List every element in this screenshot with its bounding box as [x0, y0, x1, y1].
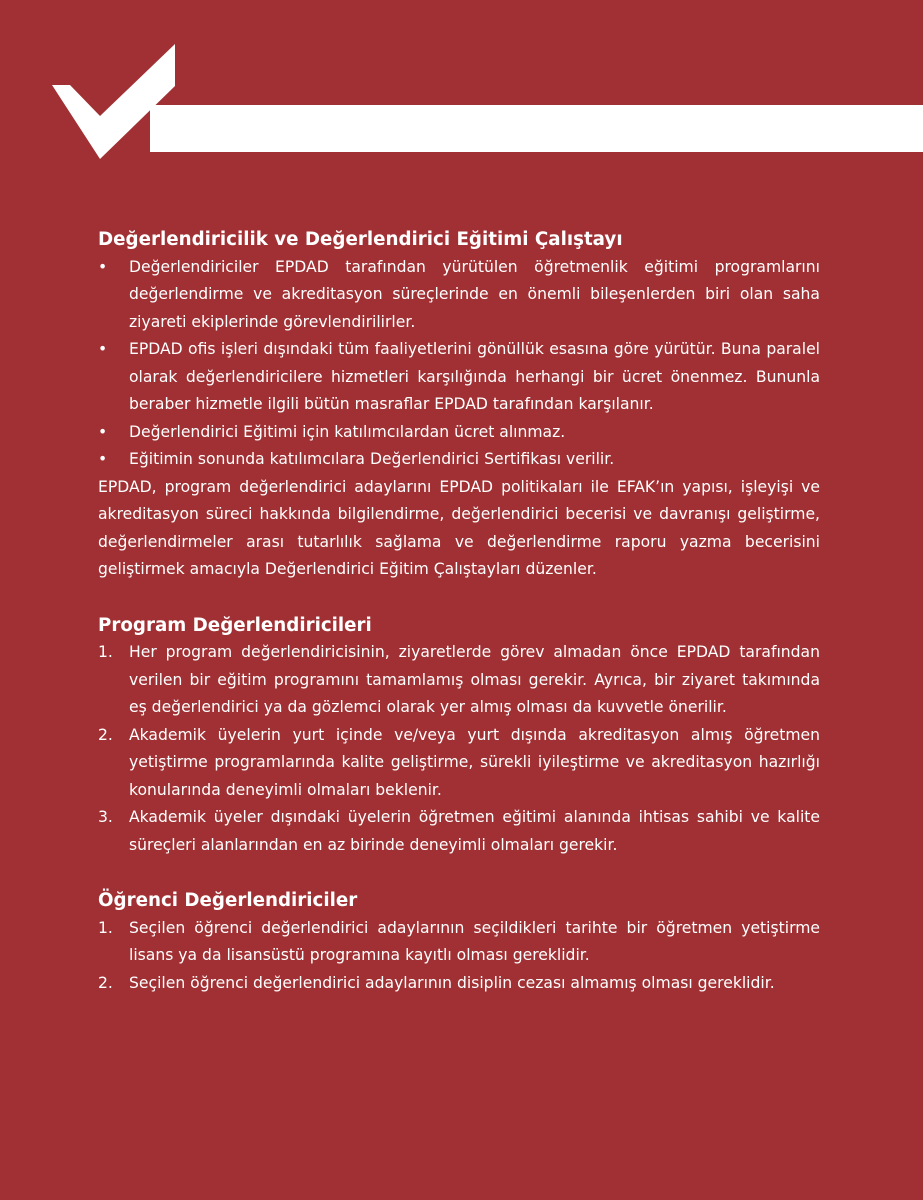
section-title: Değerlendiricilik ve Değerlendirici Eğitimi Çalıştayı — [98, 229, 623, 250]
section-evaluator-training — [98, 226, 820, 584]
list-item-text: Akademik üyeler dışındaki üyelerin öğretmen eğitimi alanında ihtisas sahibi ve kalite süreçleri alanlarından en az birinde deneyimli olmaları gerekir. — [129, 808, 820, 854]
number-marker: 3. — [98, 808, 113, 826]
list-item-text: Eğitimin sonunda katılımcılara Değerlendirici Sertifikası verilir. — [129, 450, 615, 468]
header-bar — [150, 105, 923, 152]
number-marker: 1. — [98, 643, 113, 661]
list-item-text: Her program değerlendiricisinin, ziyaretlerde görev almadan önce EPDAD tarafından verilen bir eğitim programını tamamlamış olması gerekir. Ayrıca, bir ziyaret takımında eş değerlendirici ya da gözlemci olarak yer almış olması da kuvvetle önerilir. — [129, 643, 820, 716]
section-student-evaluators — [98, 887, 820, 997]
section-title: Öğrenci Değerlendiriciler — [98, 890, 358, 911]
list-item-text: Seçilen öğrenci değerlendirici adaylarının seçildikleri tarihte bir öğretmen yetiştirme lisans ya da lisansüstü programına kayıtlı olması gereklidir. — [129, 918, 820, 964]
numbered-list — [98, 639, 820, 859]
bullet-marker: • — [98, 257, 108, 276]
list-item — [98, 915, 820, 970]
list-item — [98, 970, 820, 998]
list-item — [98, 446, 820, 474]
list-item-text: Değerlendiriciler EPDAD tarafından yürütülen öğretmenlik eğitimi programlarını değerlendirme ve akreditasyon süreçlerinde en önemli bileşenlerden biri olan saha ziyareti ekiplerinde görevlendirilirler. — [129, 257, 820, 331]
section-spacer — [98, 584, 820, 612]
bullet-marker: • — [98, 340, 108, 358]
list-item — [98, 639, 820, 722]
section-title: Program Değerlendiricileri — [98, 614, 372, 636]
list-item — [98, 419, 820, 447]
number-marker: 2. — [98, 725, 113, 744]
list-item — [98, 336, 820, 419]
list-item — [98, 722, 820, 805]
number-marker: 2. — [98, 973, 113, 992]
bullet-marker: • — [98, 450, 108, 468]
bullet-marker: • — [98, 422, 108, 441]
list-item-text: Değerlendirici Eğitimi için katılımcılardan ücret alınmaz. — [129, 422, 566, 441]
section-paragraph: EPDAD, program değerlendirici adaylarını EPDAD politikaları ile EFAK’ın yapısı, işleyişi ve akreditasyon süreci hakkında bilgilendirme, değerlendirici becerisi ve davranışı geliştirme, değerlendirmeler arası tutarlılık sağlama ve değerlendirme raporu yazma becerisini geliştirmek amacıyla Değerlendirici Eğitim Çalıştayları düzenler. — [98, 477, 820, 578]
list-item — [98, 804, 820, 859]
document-body — [98, 226, 820, 997]
section-spacer — [98, 859, 820, 887]
list-item — [98, 254, 820, 337]
page-header — [0, 0, 923, 190]
checkmark-icon — [52, 44, 182, 168]
bullet-list — [98, 254, 820, 474]
list-item-text: EPDAD ofis işleri dışındaki tüm faaliyetlerini gönüllük esasına göre yürütür. Buna paralel olarak değerlendiricilere hizmetleri karşılığında herhangi bir ücret önenmez. Bununla beraber hizmetle ilgili bütün masraflar EPDAD tarafından karşılanır. — [129, 340, 820, 413]
numbered-list — [98, 915, 820, 998]
number-marker: 1. — [98, 918, 113, 937]
section-program-evaluators — [98, 612, 820, 860]
list-item-text: Akademik üyelerin yurt içinde ve/veya yurt dışında akreditasyon almış öğretmen yetiştirme programlarında kalite geliştirme, sürekli iyileştirme ve akreditasyon hazırlığı konularında deneyimli olmaları beklenir. — [129, 725, 820, 799]
list-item-text: Seçilen öğrenci değerlendirici adaylarının disiplin cezası almamış olması gereklidir. — [129, 973, 775, 992]
